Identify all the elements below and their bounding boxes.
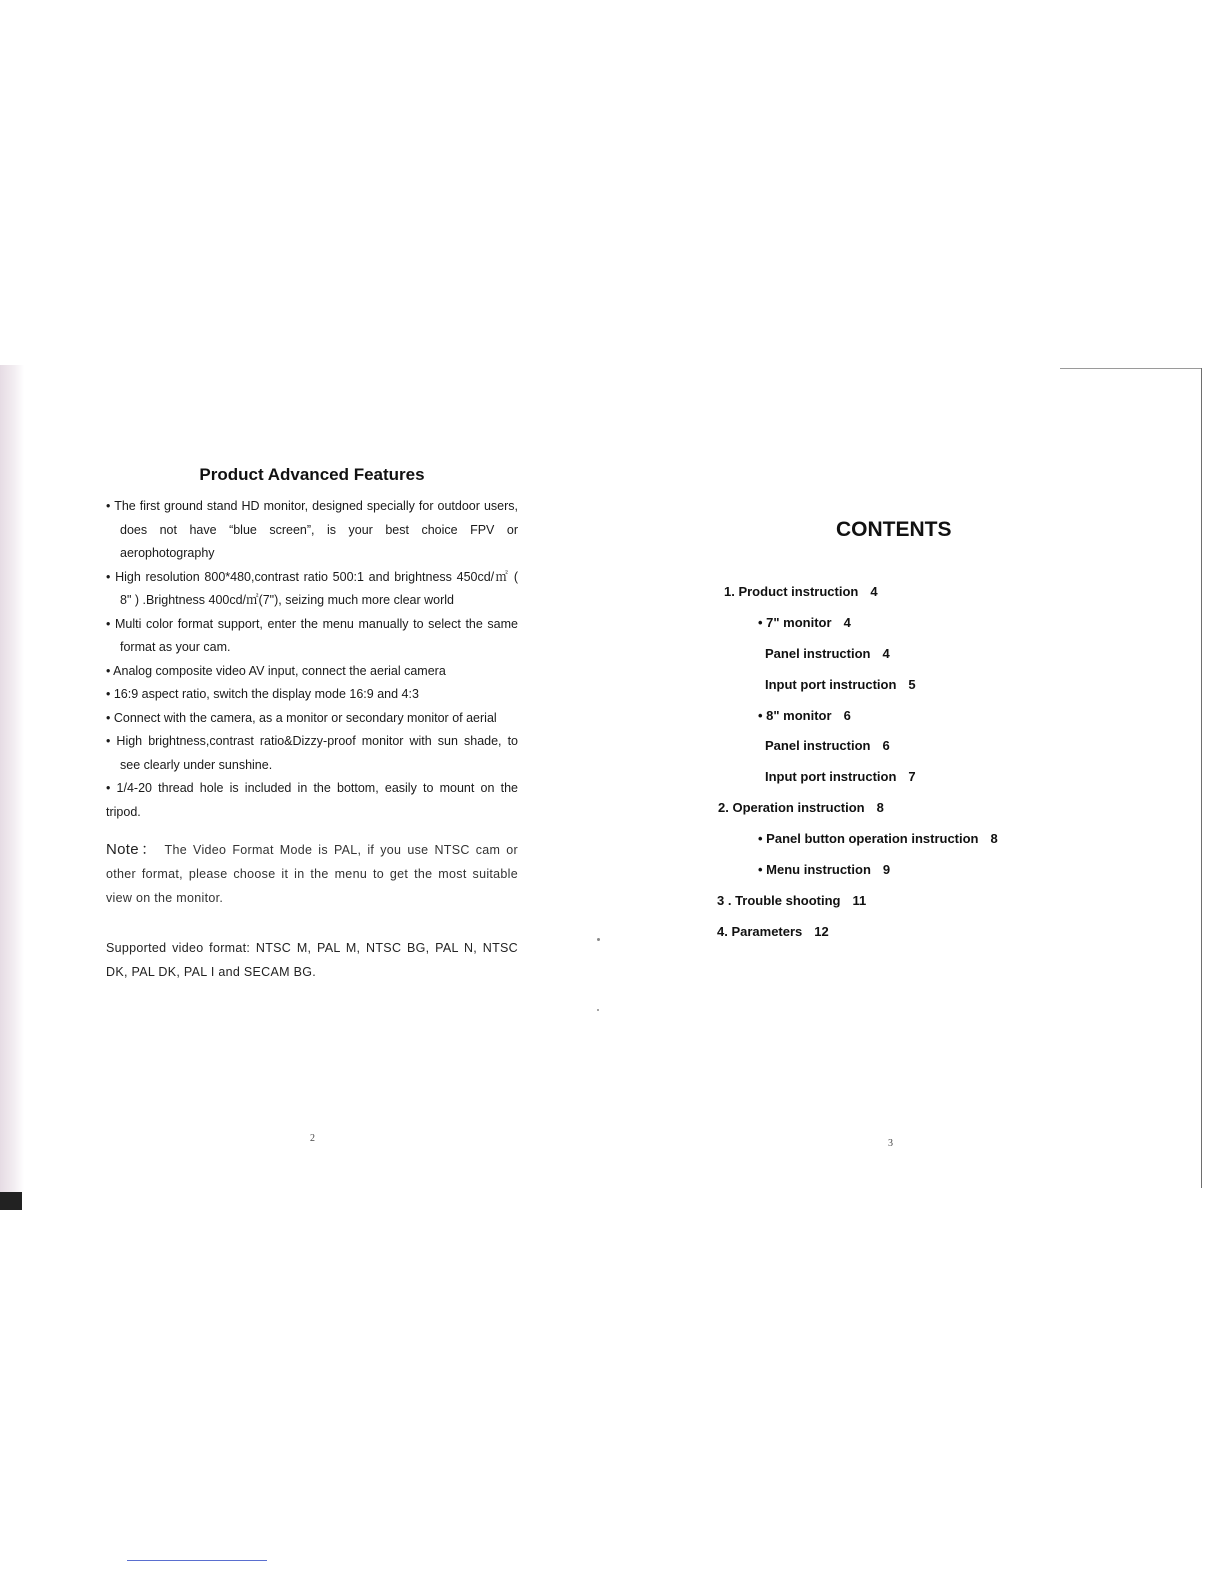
features-title: Product Advanced Features bbox=[199, 465, 425, 484]
supported-formats: Supported video format: NTSC M, PAL M, NTSC BG, PAL N, NTSC DK, PAL DK, PAL I and SECAM BG. bbox=[106, 941, 518, 979]
toc-label: 3 . Trouble shooting bbox=[717, 893, 841, 908]
toc-page-number: 4 bbox=[843, 615, 851, 630]
toc-label: Panel instruction bbox=[765, 646, 871, 661]
scan-artifact-line bbox=[127, 1560, 267, 1561]
feature-item: • Multi color format support, enter the menu manually to select the same format as your cam. bbox=[106, 616, 518, 654]
toc-label: • Panel button operation instruction bbox=[758, 831, 979, 846]
toc-page-number: 11 bbox=[852, 893, 867, 908]
scan-edge-mark bbox=[0, 1192, 22, 1210]
page-number-right: 3 bbox=[888, 1138, 893, 1149]
page-edge-line bbox=[1201, 368, 1202, 1188]
toc-label: • 8" monitor bbox=[758, 708, 832, 723]
toc-label: 1. Product instruction bbox=[724, 584, 859, 599]
toc-page-number: 6 bbox=[882, 738, 890, 753]
toc-page-number: 12 bbox=[814, 924, 829, 939]
scan-speck bbox=[597, 938, 600, 941]
toc-page-number: 6 bbox=[843, 708, 851, 723]
note-text: The Video Format Mode is PAL, if you use NTSC cam or other format, please choose it in the menu to get the most suitable view on the monitor. bbox=[106, 843, 518, 905]
toc-label: • Menu instruction bbox=[758, 862, 871, 877]
toc-label: Input port instruction bbox=[765, 677, 897, 692]
feature-list bbox=[106, 495, 518, 824]
feature-item: • The first ground stand HD monitor, designed specially for outdoor users, does not have “blue screen”, is your best choice FPV or aerophotography bbox=[106, 499, 518, 560]
page-number-left: 2 bbox=[310, 1133, 315, 1144]
contents-title: CONTENTS bbox=[836, 518, 952, 541]
toc-page-number: 4 bbox=[870, 584, 878, 599]
toc-page-number: 4 bbox=[882, 646, 890, 661]
toc-label: 2. Operation instruction bbox=[718, 800, 865, 815]
feature-item: • 1/4-20 thread hole is included in the bottom, easily to mount on the tripod. bbox=[106, 781, 518, 819]
toc-label: • 7" monitor bbox=[758, 615, 832, 630]
toc-page-number: 5 bbox=[908, 677, 916, 692]
feature-item: • High brightness,contrast ratio&Dizzy-proof monitor with sun shade, to see clearly under sunshine. bbox=[106, 734, 518, 772]
left-page bbox=[106, 465, 518, 997]
note-paragraph bbox=[106, 838, 518, 910]
feature-item: • Analog composite video AV input, connect the aerial camera bbox=[106, 663, 446, 678]
feature-item: • Connect with the camera, as a monitor or secondary monitor of aerial bbox=[106, 710, 497, 725]
toc-label: 4. Parameters bbox=[717, 924, 803, 939]
page-edge-line bbox=[1060, 368, 1202, 369]
feature-item: • High resolution 800*480,contrast ratio 500:1 and brightness 450cd/㎡ ( 8" ) .Brightness 400cd/㎡(7"), seizing much more clear world bbox=[106, 569, 518, 607]
toc-page-number: 7 bbox=[908, 769, 916, 784]
toc-label: Panel instruction bbox=[765, 738, 871, 753]
feature-item: • 16:9 aspect ratio, switch the display mode 16:9 and 4:3 bbox=[106, 687, 419, 701]
toc-page-number: 8 bbox=[990, 831, 998, 846]
scan-speck bbox=[597, 1009, 599, 1011]
toc-page-number: 8 bbox=[876, 800, 884, 815]
scan-edge-shadow bbox=[0, 365, 24, 1195]
toc-label: Input port instruction bbox=[765, 769, 897, 784]
toc-page-number: 9 bbox=[882, 862, 891, 877]
note-label: Note： bbox=[106, 841, 159, 858]
